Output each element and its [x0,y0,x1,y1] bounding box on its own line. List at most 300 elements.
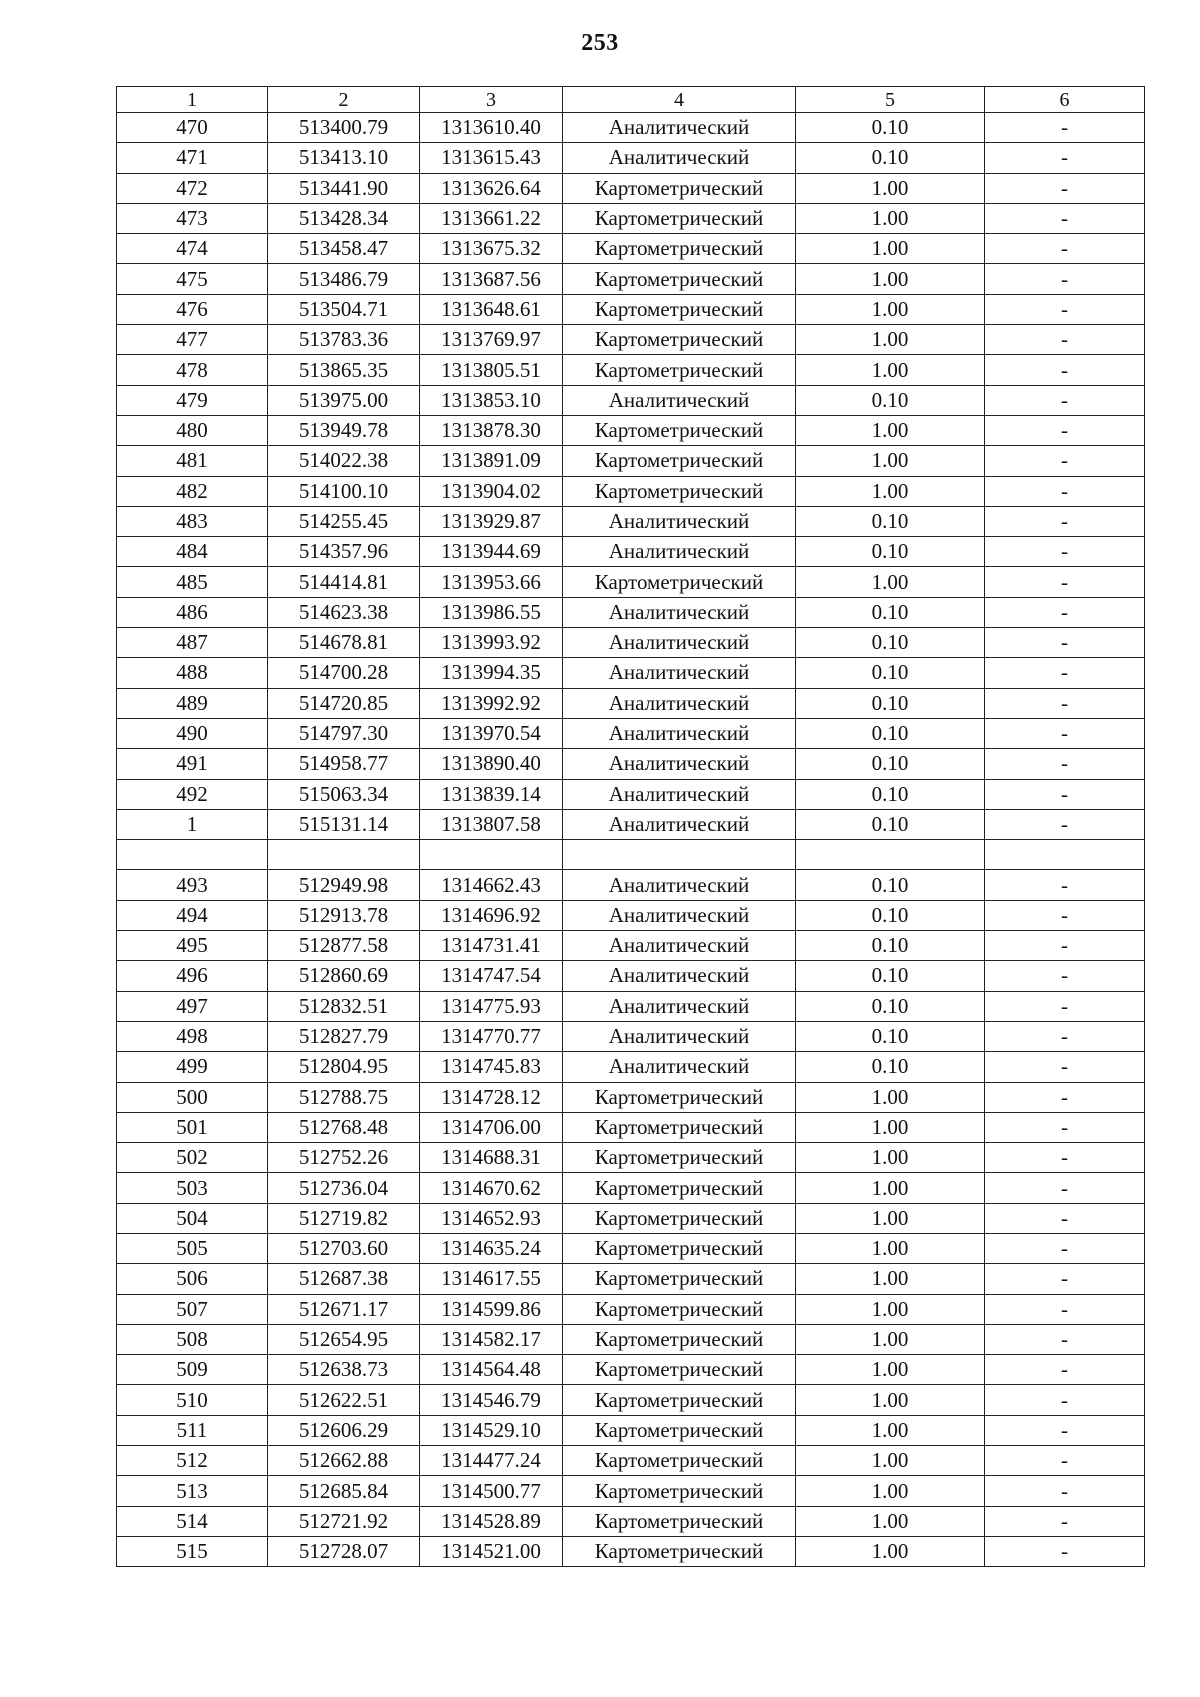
cell-point-number: 1 [117,809,268,839]
cell-x-coordinate: 512687.38 [268,1264,420,1294]
cell-method: Картометрический [563,234,796,264]
cell-accuracy: 0.10 [796,991,985,1021]
cell-x-coordinate: 513458.47 [268,234,420,264]
cell-accuracy: 1.00 [796,1415,985,1445]
cell-y-coordinate: 1313970.54 [420,718,563,748]
header-row [117,87,1145,113]
cell-description: - [985,991,1145,1021]
cell-accuracy: 1.00 [796,1173,985,1203]
cell-accuracy: 1.00 [796,1203,985,1233]
cell-description: - [985,1143,1145,1173]
cell-method: Картометрический [563,1446,796,1476]
cell-point-number: 496 [117,961,268,991]
cell-point-number: 479 [117,385,268,415]
cell-accuracy: 1.00 [796,203,985,233]
cell-accuracy: 0.10 [796,870,985,900]
cell-point-number: 494 [117,900,268,930]
cell-x-coordinate: 512860.69 [268,961,420,991]
cell-accuracy: 1.00 [796,446,985,476]
cell-method: Картометрический [563,415,796,445]
cell-description: - [985,597,1145,627]
table-row [117,1446,1145,1476]
cell-point-number: 488 [117,658,268,688]
cell-accuracy: 1.00 [796,1385,985,1415]
cell-accuracy [796,840,985,870]
cell-x-coordinate: 512622.51 [268,1385,420,1415]
cell-y-coordinate [420,840,563,870]
cell-point-number: 486 [117,597,268,627]
cell-point-number: 480 [117,415,268,445]
cell-point-number: 476 [117,294,268,324]
cell-method: Аналитический [563,597,796,627]
cell-x-coordinate: 514720.85 [268,688,420,718]
cell-y-coordinate: 1314477.24 [420,1446,563,1476]
cell-point-number: 473 [117,203,268,233]
table-row [117,1264,1145,1294]
cell-description: - [985,1294,1145,1324]
cell-method: Картометрический [563,1355,796,1385]
cell-description: - [985,203,1145,233]
cell-accuracy: 1.00 [796,415,985,445]
cell-accuracy: 1.00 [796,1082,985,1112]
cell-accuracy: 0.10 [796,779,985,809]
cell-description: - [985,506,1145,536]
cell-x-coordinate: 512728.07 [268,1536,420,1566]
cell-point-number: 507 [117,1294,268,1324]
page-number: 253 [581,30,619,56]
cell-point-number: 499 [117,1052,268,1082]
cell-method: Аналитический [563,870,796,900]
cell-method: Аналитический [563,628,796,658]
cell-description: - [985,779,1145,809]
cell-point-number: 482 [117,476,268,506]
cell-description: - [985,809,1145,839]
cell-method: Аналитический [563,506,796,536]
cell-point-number: 472 [117,173,268,203]
cell-y-coordinate: 1313615.43 [420,143,563,173]
cell-accuracy: 0.10 [796,931,985,961]
cell-y-coordinate: 1314564.48 [420,1355,563,1385]
cell-point-number: 483 [117,506,268,536]
table-body [117,113,1145,1567]
table-row [117,355,1145,385]
cell-y-coordinate: 1313891.09 [420,446,563,476]
cell-point-number: 504 [117,1203,268,1233]
table-row [117,1021,1145,1051]
cell-method: Аналитический [563,1021,796,1051]
cell-description: - [985,931,1145,961]
cell-accuracy: 1.00 [796,1476,985,1506]
cell-point-number: 498 [117,1021,268,1051]
cell-description: - [985,1112,1145,1142]
table-row [117,476,1145,506]
cell-x-coordinate: 513486.79 [268,264,420,294]
cell-method: Аналитический [563,1052,796,1082]
cell-x-coordinate: 514700.28 [268,658,420,688]
cell-point-number: 505 [117,1233,268,1263]
cell-description: - [985,628,1145,658]
table-row [117,1233,1145,1263]
cell-method: Картометрический [563,1264,796,1294]
table-row [117,718,1145,748]
cell-point-number: 497 [117,991,268,1021]
cell-description: - [985,718,1145,748]
cell-accuracy: 1.00 [796,234,985,264]
table-row [117,870,1145,900]
cell-method: Картометрический [563,446,796,476]
cell-x-coordinate: 512719.82 [268,1203,420,1233]
cell-accuracy: 0.10 [796,628,985,658]
cell-x-coordinate: 514022.38 [268,446,420,476]
cell-description [985,840,1145,870]
cell-point-number: 515 [117,1536,268,1566]
cell-point-number [117,840,268,870]
cell-method: Аналитический [563,537,796,567]
cell-x-coordinate: 513400.79 [268,113,420,143]
table-row [117,264,1145,294]
cell-method [563,840,796,870]
cell-description: - [985,264,1145,294]
cell-accuracy: 1.00 [796,567,985,597]
cell-method: Аналитический [563,931,796,961]
cell-y-coordinate: 1313994.35 [420,658,563,688]
column-header-point: 1 [117,87,268,113]
cell-method: Картометрический [563,355,796,385]
cell-accuracy: 0.10 [796,1052,985,1082]
cell-y-coordinate: 1314731.41 [420,931,563,961]
cell-accuracy: 0.10 [796,113,985,143]
table-row [117,1173,1145,1203]
cell-point-number: 475 [117,264,268,294]
column-header-y: 3 [420,87,563,113]
cell-description: - [985,567,1145,597]
cell-x-coordinate: 515131.14 [268,809,420,839]
cell-y-coordinate: 1313904.02 [420,476,563,506]
cell-point-number: 492 [117,779,268,809]
cell-accuracy: 1.00 [796,173,985,203]
cell-point-number: 489 [117,688,268,718]
column-header-description: 6 [985,87,1145,113]
cell-y-coordinate: 1314546.79 [420,1385,563,1415]
cell-y-coordinate: 1314652.93 [420,1203,563,1233]
cell-accuracy: 1.00 [796,1536,985,1566]
cell-y-coordinate: 1314521.00 [420,1536,563,1566]
cell-method: Картометрический [563,203,796,233]
cell-description: - [985,446,1145,476]
table-row [117,294,1145,324]
cell-method: Картометрический [563,1506,796,1536]
cell-x-coordinate: 513413.10 [268,143,420,173]
table-row [117,1294,1145,1324]
table-header [117,87,1145,113]
cell-accuracy: 0.10 [796,537,985,567]
table-row [117,203,1145,233]
table-row [117,1052,1145,1082]
cell-accuracy: 0.10 [796,506,985,536]
cell-y-coordinate: 1313986.55 [420,597,563,627]
cell-x-coordinate: 514100.10 [268,476,420,506]
cell-description: - [985,294,1145,324]
cell-point-number: 491 [117,749,268,779]
cell-y-coordinate: 1314770.77 [420,1021,563,1051]
table-row [117,749,1145,779]
cell-description: - [985,870,1145,900]
cell-point-number: 501 [117,1112,268,1142]
cell-accuracy: 1.00 [796,1355,985,1385]
cell-x-coordinate: 513504.71 [268,294,420,324]
cell-x-coordinate: 514414.81 [268,567,420,597]
cell-method: Аналитический [563,143,796,173]
cell-accuracy: 0.10 [796,597,985,627]
cell-description: - [985,1203,1145,1233]
cell-x-coordinate: 512768.48 [268,1112,420,1142]
cell-description: - [985,658,1145,688]
cell-method: Картометрический [563,1536,796,1566]
column-header-accuracy: 5 [796,87,985,113]
cell-accuracy: 0.10 [796,749,985,779]
cell-y-coordinate: 1314529.10 [420,1415,563,1445]
cell-x-coordinate: 512685.84 [268,1476,420,1506]
table-row [117,1082,1145,1112]
cell-description: - [985,476,1145,506]
coordinates-table [116,86,1145,1567]
table-row [117,234,1145,264]
cell-x-coordinate: 513975.00 [268,385,420,415]
table-row [117,840,1145,870]
cell-point-number: 503 [117,1173,268,1203]
cell-point-number: 506 [117,1264,268,1294]
cell-description: - [985,1385,1145,1415]
column-header-method: 4 [563,87,796,113]
cell-description: - [985,415,1145,445]
table-row [117,961,1145,991]
cell-accuracy: 1.00 [796,294,985,324]
cell-method: Картометрический [563,1415,796,1445]
cell-accuracy: 0.10 [796,1021,985,1051]
table-row [117,415,1145,445]
cell-y-coordinate: 1314706.00 [420,1112,563,1142]
table-row [117,1385,1145,1415]
column-header-x: 2 [268,87,420,113]
cell-description: - [985,1173,1145,1203]
table-row [117,1355,1145,1385]
cell-y-coordinate: 1313839.14 [420,779,563,809]
cell-y-coordinate: 1313929.87 [420,506,563,536]
cell-method: Аналитический [563,688,796,718]
cell-y-coordinate: 1314688.31 [420,1143,563,1173]
cell-point-number: 478 [117,355,268,385]
table-row [117,1143,1145,1173]
cell-description: - [985,961,1145,991]
cell-accuracy: 1.00 [796,325,985,355]
cell-description: - [985,355,1145,385]
table-row [117,900,1145,930]
cell-y-coordinate: 1313648.61 [420,294,563,324]
table-row [117,325,1145,355]
table-row [117,567,1145,597]
table-row [117,173,1145,203]
cell-y-coordinate: 1314582.17 [420,1324,563,1354]
table-row [117,991,1145,1021]
table-row [117,931,1145,961]
cell-method: Картометрический [563,1294,796,1324]
cell-point-number: 500 [117,1082,268,1112]
cell-y-coordinate: 1314696.92 [420,900,563,930]
cell-description: - [985,143,1145,173]
cell-description: - [985,1021,1145,1051]
cell-accuracy: 0.10 [796,385,985,415]
cell-method: Аналитический [563,749,796,779]
cell-x-coordinate: 512662.88 [268,1446,420,1476]
cell-description: - [985,1355,1145,1385]
cell-x-coordinate: 513783.36 [268,325,420,355]
cell-accuracy: 1.00 [796,1324,985,1354]
cell-method: Аналитический [563,718,796,748]
table-row [117,1112,1145,1142]
cell-y-coordinate: 1313992.92 [420,688,563,718]
cell-point-number: 490 [117,718,268,748]
table-row [117,658,1145,688]
cell-x-coordinate: 512827.79 [268,1021,420,1051]
cell-accuracy: 1.00 [796,355,985,385]
cell-point-number: 514 [117,1506,268,1536]
cell-y-coordinate: 1313610.40 [420,113,563,143]
table-row [117,809,1145,839]
cell-point-number: 484 [117,537,268,567]
cell-description: - [985,1446,1145,1476]
table-row [117,1324,1145,1354]
cell-method: Картометрический [563,1082,796,1112]
cell-y-coordinate: 1313675.32 [420,234,563,264]
cell-y-coordinate: 1314599.86 [420,1294,563,1324]
cell-accuracy: 1.00 [796,1233,985,1263]
cell-method: Картометрический [563,567,796,597]
cell-y-coordinate: 1313853.10 [420,385,563,415]
cell-x-coordinate: 512832.51 [268,991,420,1021]
cell-method: Картометрический [563,1112,796,1142]
cell-y-coordinate: 1314617.55 [420,1264,563,1294]
cell-x-coordinate: 512703.60 [268,1233,420,1263]
cell-x-coordinate: 512804.95 [268,1052,420,1082]
cell-accuracy: 1.00 [796,1143,985,1173]
cell-accuracy: 0.10 [796,900,985,930]
cell-accuracy: 1.00 [796,1264,985,1294]
cell-method: Аналитический [563,809,796,839]
cell-method: Картометрический [563,173,796,203]
cell-y-coordinate: 1313993.92 [420,628,563,658]
cell-method: Аналитический [563,900,796,930]
cell-x-coordinate: 513441.90 [268,173,420,203]
table-row [117,446,1145,476]
cell-y-coordinate: 1314662.43 [420,870,563,900]
cell-x-coordinate: 512788.75 [268,1082,420,1112]
cell-accuracy: 1.00 [796,476,985,506]
cell-x-coordinate: 514623.38 [268,597,420,627]
cell-x-coordinate: 512671.17 [268,1294,420,1324]
cell-method: Картометрический [563,1233,796,1263]
cell-x-coordinate: 514255.45 [268,506,420,536]
table-row [117,1476,1145,1506]
cell-x-coordinate: 512736.04 [268,1173,420,1203]
table-row [117,779,1145,809]
cell-accuracy: 0.10 [796,658,985,688]
cell-x-coordinate: 512638.73 [268,1355,420,1385]
table-row [117,1415,1145,1445]
cell-point-number: 513 [117,1476,268,1506]
cell-method: Картометрический [563,476,796,506]
cell-method: Аналитический [563,961,796,991]
cell-method: Картометрический [563,1476,796,1506]
cell-description: - [985,537,1145,567]
cell-y-coordinate: 1314528.89 [420,1506,563,1536]
cell-x-coordinate: 513428.34 [268,203,420,233]
cell-y-coordinate: 1313769.97 [420,325,563,355]
cell-accuracy: 1.00 [796,1112,985,1142]
cell-method: Картометрический [563,1385,796,1415]
cell-method: Аналитический [563,779,796,809]
cell-description: - [985,1233,1145,1263]
cell-x-coordinate: 514678.81 [268,628,420,658]
cell-y-coordinate: 1314747.54 [420,961,563,991]
cell-y-coordinate: 1313953.66 [420,567,563,597]
table-row [117,143,1145,173]
cell-y-coordinate: 1314775.93 [420,991,563,1021]
cell-point-number: 512 [117,1446,268,1476]
cell-y-coordinate: 1314635.24 [420,1233,563,1263]
cell-accuracy: 0.10 [796,718,985,748]
cell-y-coordinate: 1313805.51 [420,355,563,385]
cell-method: Картометрический [563,1324,796,1354]
cell-x-coordinate: 514797.30 [268,718,420,748]
cell-x-coordinate: 512752.26 [268,1143,420,1173]
table-row [117,1536,1145,1566]
cell-point-number: 474 [117,234,268,264]
cell-accuracy: 0.10 [796,688,985,718]
cell-accuracy: 1.00 [796,1506,985,1536]
cell-y-coordinate: 1314728.12 [420,1082,563,1112]
cell-x-coordinate: 513865.35 [268,355,420,385]
cell-method: Аналитический [563,385,796,415]
cell-description: - [985,385,1145,415]
cell-point-number: 502 [117,1143,268,1173]
cell-x-coordinate: 513949.78 [268,415,420,445]
cell-x-coordinate: 512654.95 [268,1324,420,1354]
cell-point-number: 477 [117,325,268,355]
cell-y-coordinate: 1313890.40 [420,749,563,779]
cell-point-number: 471 [117,143,268,173]
cell-method: Картометрический [563,1143,796,1173]
cell-accuracy: 1.00 [796,1294,985,1324]
cell-point-number: 470 [117,113,268,143]
cell-y-coordinate: 1313626.64 [420,173,563,203]
cell-method: Картометрический [563,1203,796,1233]
cell-point-number: 487 [117,628,268,658]
cell-description: - [985,1052,1145,1082]
table-row [117,597,1145,627]
cell-method: Аналитический [563,113,796,143]
cell-description: - [985,1324,1145,1354]
cell-method: Аналитический [563,991,796,1021]
cell-x-coordinate: 512949.98 [268,870,420,900]
table-row [117,537,1145,567]
cell-method: Картометрический [563,264,796,294]
cell-description: - [985,1476,1145,1506]
cell-point-number: 493 [117,870,268,900]
table-row [117,628,1145,658]
cell-method: Картометрический [563,325,796,355]
cell-description: - [985,173,1145,203]
cell-x-coordinate: 514357.96 [268,537,420,567]
